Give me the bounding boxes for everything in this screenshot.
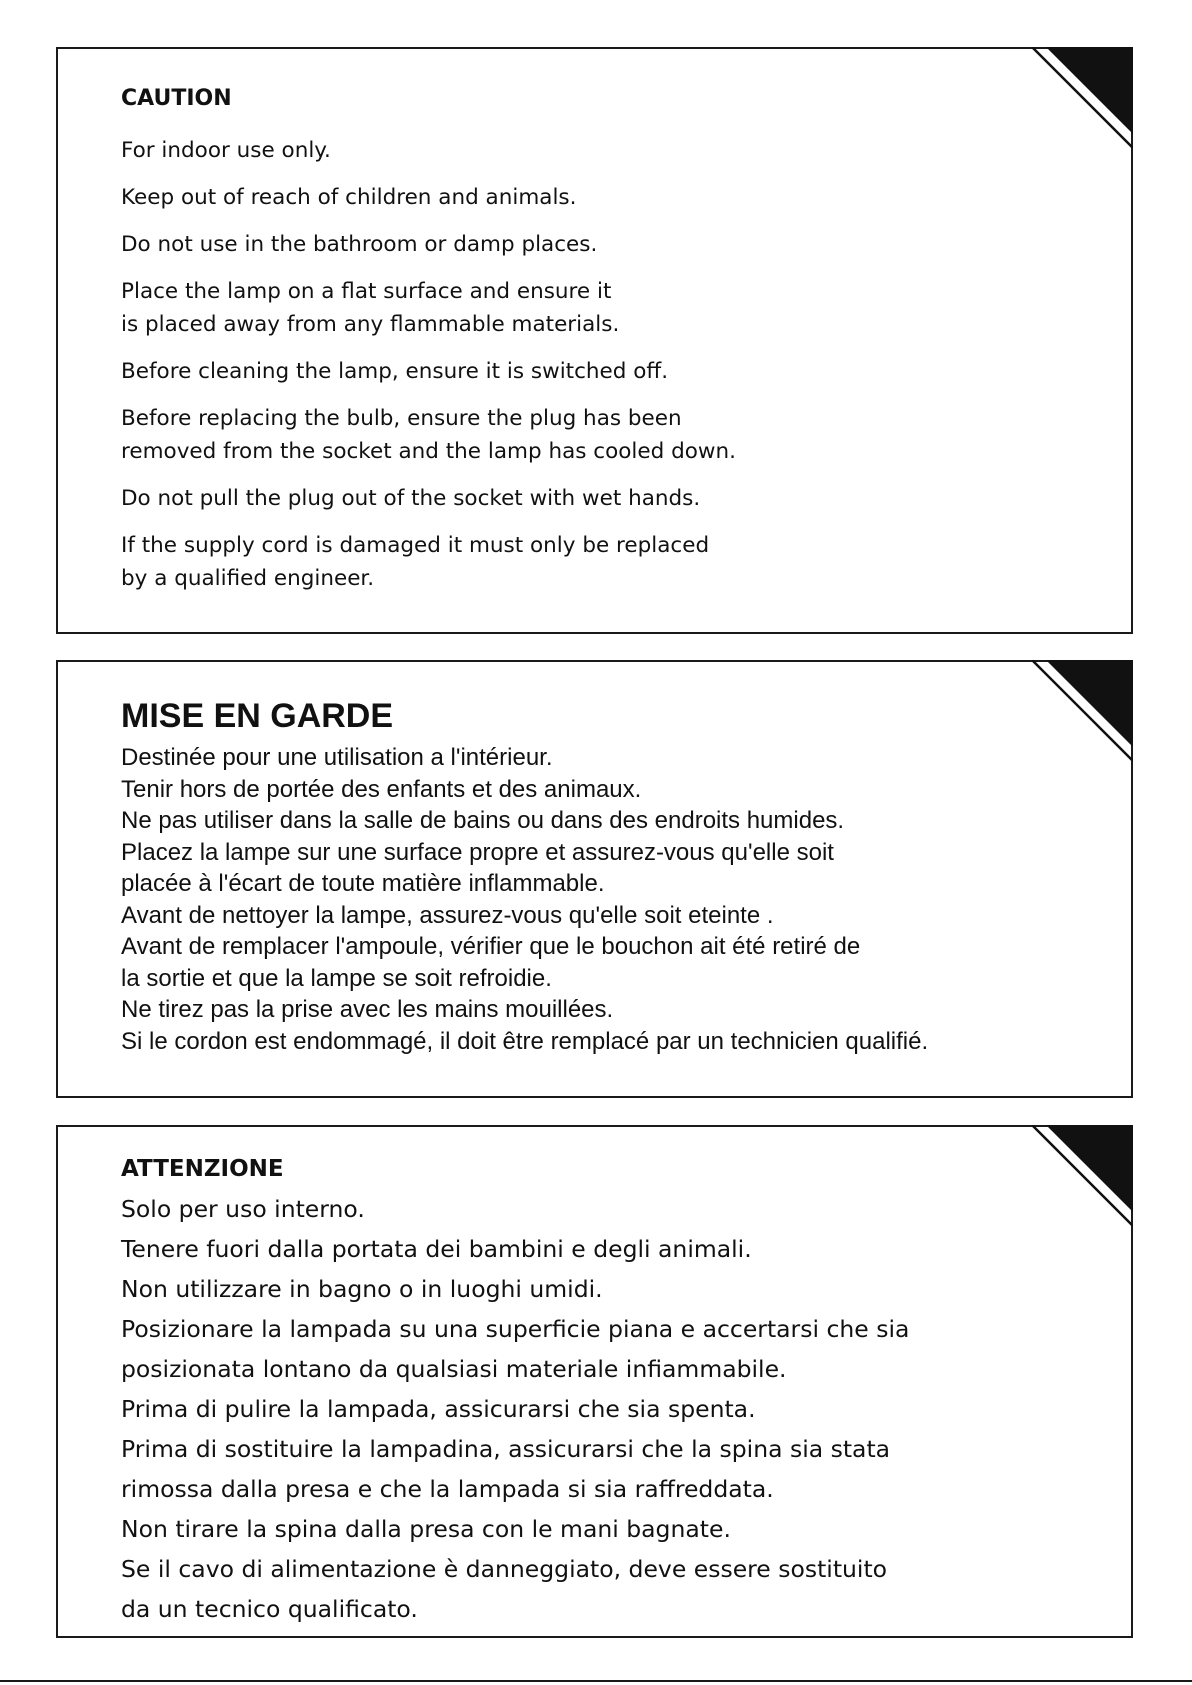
mise-en-garde-line: Avant de nettoyer la lampe, assurez-vous qu'elle soit eteinte . [121, 901, 774, 929]
attenzione-line: Non tirare la spina dalla presa con le mani bagnate. [121, 1515, 731, 1543]
mise-en-garde-line: Placez la lampe sur une surface propre et assurez-vous qu'elle soit [121, 838, 834, 866]
attenzione-line: Se il cavo di alimentazione è danneggiato, deve essere sostituito [121, 1555, 888, 1583]
attenzione-line: posizionata lontano da qualsiasi materiale infiammabile. [121, 1355, 787, 1383]
caution-item: Place the lamp on a flat surface and ensure it is placed away from any flammable materials. [121, 279, 620, 337]
attenzione-title: ATTENZIONE [121, 1156, 284, 1182]
attenzione-line: Tenere fuori dalla portata dei bambini e degli animali. [121, 1235, 752, 1263]
caution-panel-italian [56, 1125, 1133, 1638]
bottom-divider [0, 1680, 1192, 1682]
attenzione-line: Solo per uso interno. [121, 1195, 365, 1223]
caution-item: If the supply cord is damaged it must only be replaced by a qualified engineer. [121, 533, 710, 591]
mise-en-garde-line: Ne tirez pas la prise avec les mains mouillées. [121, 996, 614, 1023]
caution-item: Do not pull the plug out of the socket with wet hands. [121, 486, 701, 511]
mise-en-garde-title: MISE EN GARDE [121, 697, 394, 735]
caution-panel-english [56, 47, 1133, 634]
mise-en-garde-line: Ne pas utiliser dans la salle de bains ou dans des endroits humides. [121, 807, 845, 834]
mise-en-garde-line: Avant de remplacer l'ampoule, vérifier que le bouchon ait été retiré de [121, 933, 861, 960]
attenzione-line: Prima di pulire la lampada, assicurarsi che sia spenta. [121, 1395, 756, 1423]
caution-item: Do not use in the bathroom or damp places. [121, 232, 598, 257]
corner-triangle-icon [1032, 660, 1133, 761]
attenzione-line: Prima di sostituire la lampadina, assicurarsi che la spina sia stata [121, 1435, 891, 1463]
mise-en-garde-line: Destinée pour une utilisation a l'intérieur. [121, 744, 553, 771]
attenzione-line: Non utilizzare in bagno o in luoghi umidi. [121, 1275, 603, 1303]
attenzione-line: da un tecnico qualificato. [121, 1595, 418, 1623]
caution-panel-french [56, 660, 1133, 1098]
caution-item: Keep out of reach of children and animals. [121, 185, 577, 210]
attenzione-line: rimossa dalla presa e che la lampada si sia raffreddata. [121, 1475, 774, 1503]
caution-item: Before replacing the bulb, ensure the plug has been removed from the socket and the lamp has cooled down. [121, 406, 736, 464]
corner-triangle-icon [1032, 1125, 1133, 1226]
caution-title: CAUTION [121, 86, 232, 111]
caution-item: Before cleaning the lamp, ensure it is switched off. [121, 359, 669, 384]
corner-triangle-icon [1032, 47, 1133, 148]
mise-en-garde-line: Si le cordon est endommagé, il doit être remplacé par un technicien qualifié. [121, 1027, 929, 1055]
caution-item: For indoor use only. [121, 138, 331, 163]
mise-en-garde-line: la sortie et que la lampe se soit refroidie. [121, 964, 552, 992]
attenzione-line: Posizionare la lampada su una superficie piana e accertarsi che sia [121, 1315, 910, 1343]
mise-en-garde-line: Tenir hors de portée des enfants et des animaux. [121, 775, 642, 803]
mise-en-garde-line: placée à l'écart de toute matière inflammable. [121, 870, 605, 897]
